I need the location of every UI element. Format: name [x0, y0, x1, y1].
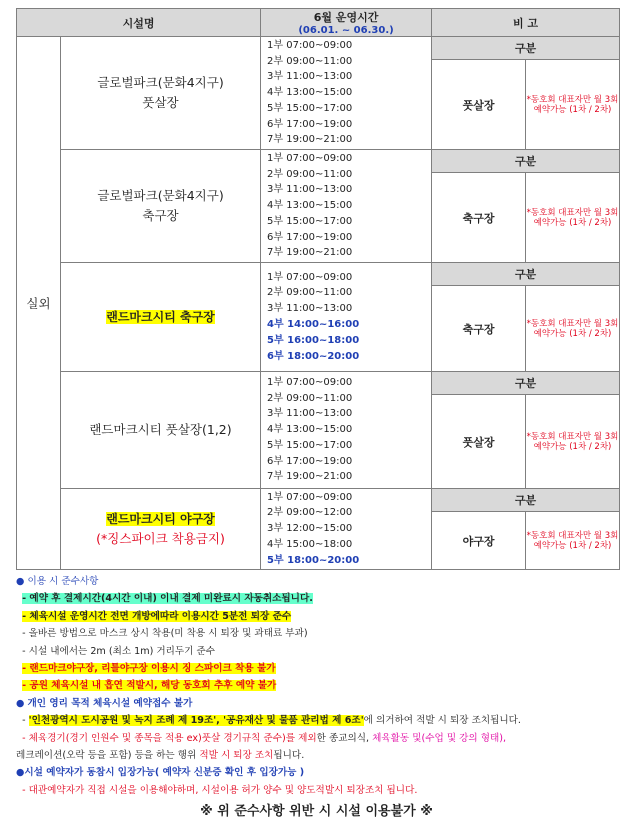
- reservation-note: *동호회 대표자만 월 3회 예약가능 (1차 / 2차): [526, 512, 620, 570]
- time-slot: 3부 11:00~13:00: [267, 71, 353, 83]
- notes-s3-title: 시설 예약자가 동참시 입장가능( 예약자 신분증 확인 후 입장가능 ): [24, 767, 305, 779]
- hours-cell: [261, 263, 432, 372]
- schedule-table: [16, 8, 620, 570]
- hours-cell: [261, 150, 432, 263]
- gubun-header: 구분: [432, 489, 620, 512]
- facility-name-cell: [61, 263, 261, 372]
- hours-cell: [261, 372, 432, 489]
- time-slot: 7부 19:00~21:00: [267, 471, 353, 483]
- time-slot: 4부 14:00~16:00: [267, 319, 360, 330]
- gubun-header: 구분: [432, 37, 620, 60]
- facility-name: 글로벌파크(문화4지구): [97, 75, 224, 90]
- time-slot: 7부 19:00~21:00: [267, 247, 353, 259]
- notes-s3-line1: - 대관예약자가 직접 시설을 이용해야하며, 시설이용 허가 양수 및 양도적발시 퇴장조치 됩니다.: [22, 784, 418, 796]
- facility-row: [17, 489, 620, 512]
- facility-name-highlight: 랜드마크시티 야구장: [106, 512, 215, 526]
- facility-name: 랜드마크시티 풋살장(1,2): [89, 422, 232, 437]
- notes-s3-title-line: [16, 764, 621, 781]
- time-slot: 4부 13:00~15:00: [267, 87, 353, 99]
- time-slot: 3부 11:00~13:00: [267, 408, 353, 420]
- facility-type: 축구장: [432, 173, 526, 263]
- header-hours: [261, 9, 432, 37]
- facility-name-cell: [61, 150, 261, 263]
- time-slot: 3부 11:00~13:00: [267, 184, 353, 196]
- facility-row: [17, 263, 620, 286]
- time-slot: 4부 13:00~15:00: [267, 424, 353, 436]
- notes-s2-line2: - 체육경기(경기 인원수 및 종목을 적용 ex)풋살 경기규칙 준수)를 제외한 종교의식, 체육활동 및(수업 및 강의 형태),: [22, 732, 507, 744]
- time-slot: 5부 15:00~17:00: [267, 102, 353, 114]
- facility-subname: 축구장: [142, 208, 179, 223]
- header-facility: 시설명: [17, 9, 261, 37]
- notes-s1-line3: - 올바른 방법으로 마스크 상시 착용(미 착용 시 퇴장 및 과태료 부과): [22, 628, 308, 640]
- facility-name: [61, 307, 260, 327]
- notes-s1-line5: - 랜드마크야구장, 리틀야구장 이용시 징 스파이크 착용 불가: [22, 663, 276, 675]
- facility-type: 풋살장: [432, 395, 526, 489]
- facility-subname: (*징스파이크 착용금지): [96, 531, 225, 546]
- reservation-note: *동호회 대표자만 월 3회 예약가능 (1차 / 2차): [526, 173, 620, 263]
- time-slot: 2부 09:00~11:00: [267, 287, 353, 299]
- notes-s1-line1: - 예약 후 결제시간(4시간 이내) 이내 결제 미완료시 자동취소됩니다.: [22, 593, 313, 605]
- time-slot: 5부 16:00~18:00: [267, 334, 360, 346]
- notes-section: [16, 573, 621, 799]
- header-hours-range: (06.01. ~ 06.30.): [298, 25, 394, 36]
- time-slot: 1부 07:00~09:00: [267, 376, 353, 388]
- time-slot: 2부 09:00~12:00: [267, 507, 353, 519]
- time-slot: 2부 09:00~11:00: [267, 168, 353, 180]
- bullet-icon: ●: [16, 697, 25, 709]
- time-slot: 4부 13:00~15:00: [267, 200, 353, 212]
- notes-s2-title: 개인 영리 목적 체육시설 예약접수 불가: [27, 697, 193, 709]
- time-slot: 6부 17:00~19:00: [267, 455, 353, 467]
- notes-s1-line2: - 체육시설 운영시간 전면 개방에따라 이용시간 5분전 퇴장 준수: [22, 610, 292, 622]
- facility-row: [17, 150, 620, 173]
- notes-s1-title: 이용 시 준수사항: [27, 576, 99, 587]
- header-hours-title: 6월 운영시간: [313, 11, 379, 24]
- notes-s2-line3: 레크레이션(오락 등을 포함) 등을 하는 행위 적발 시 퇴장 조치됩니다.: [16, 750, 305, 762]
- facility-name: [61, 509, 260, 529]
- hours-cell: [261, 37, 432, 150]
- footer-warning: ※ 위 준수사항 위반 시 시설 이용불가 ※: [200, 804, 433, 819]
- bullet-icon: ●: [16, 576, 25, 587]
- time-slot: 1부 07:00~09:00: [267, 152, 353, 164]
- time-slot: 1부 07:00~09:00: [267, 271, 353, 283]
- category-cell: 실외: [17, 37, 61, 570]
- facility-name: 글로벌파크(문화4지구): [97, 188, 224, 203]
- facility-name-cell: [61, 372, 261, 489]
- time-slot: 1부 07:00~09:00: [267, 491, 353, 503]
- facility-type: 축구장: [432, 286, 526, 372]
- bullet-icon: ●: [16, 767, 25, 779]
- time-slot: 5부 18:00~20:00: [267, 554, 360, 566]
- facility-name-cell: [61, 489, 261, 570]
- notes-s1-line6: - 공원 체육시설 내 흡연 적발시, 해당 동호회 추후 예약 불가: [22, 680, 277, 692]
- facility-name-cell: [61, 37, 261, 150]
- facility-type: 풋살장: [432, 60, 526, 150]
- notes-s2-line1: - '인천광역시 도시공원 및 녹지 조례 제 19조', '공유재산 및 물품 관리법 제 6조'에 의거하여 적발 시 퇴장 조치됩니다.: [22, 715, 521, 727]
- time-slot: 3부 12:00~15:00: [267, 523, 353, 535]
- facility-row: [17, 37, 620, 60]
- notes-s2-title-line: [16, 695, 621, 712]
- hours-cell: [261, 489, 432, 570]
- reservation-note: *동호회 대표자만 월 3회 예약가능 (1차 / 2차): [526, 286, 620, 372]
- time-slot: 6부 18:00~20:00: [267, 350, 360, 362]
- time-slot: 6부 17:00~19:00: [267, 118, 353, 130]
- facility-row: [17, 372, 620, 395]
- time-slot: 1부 07:00~09:00: [267, 39, 353, 51]
- gubun-header: 구분: [432, 372, 620, 395]
- gubun-header: 구분: [432, 263, 620, 286]
- reservation-note: *동호회 대표자만 월 3회 예약가능 (1차 / 2차): [526, 60, 620, 150]
- facility-name-highlight: 랜드마크시티 축구장: [106, 310, 215, 324]
- time-slot: 2부 09:00~11:00: [267, 55, 353, 67]
- time-slot: 5부 15:00~17:00: [267, 215, 353, 227]
- time-slot: 3부 11:00~13:00: [267, 303, 353, 315]
- time-slot: 4부 15:00~18:00: [267, 538, 353, 550]
- notes-s1-line4: - 시설 내에서는 2m (최소 1m) 거리두기 준수: [22, 645, 216, 657]
- time-slot: 5부 15:00~17:00: [267, 439, 353, 451]
- notes-s1-title-line: [16, 573, 621, 590]
- facility-subname: 풋살장: [142, 95, 179, 110]
- header-remarks: 비 고: [432, 9, 620, 37]
- time-slot: 2부 09:00~11:00: [267, 392, 353, 404]
- time-slot: 6부 17:00~19:00: [267, 231, 353, 243]
- facility-type: 야구장: [432, 512, 526, 570]
- gubun-header: 구분: [432, 150, 620, 173]
- reservation-note: *동호회 대표자만 월 3회 예약가능 (1차 / 2차): [526, 395, 620, 489]
- time-slot: 7부 19:00~21:00: [267, 134, 353, 146]
